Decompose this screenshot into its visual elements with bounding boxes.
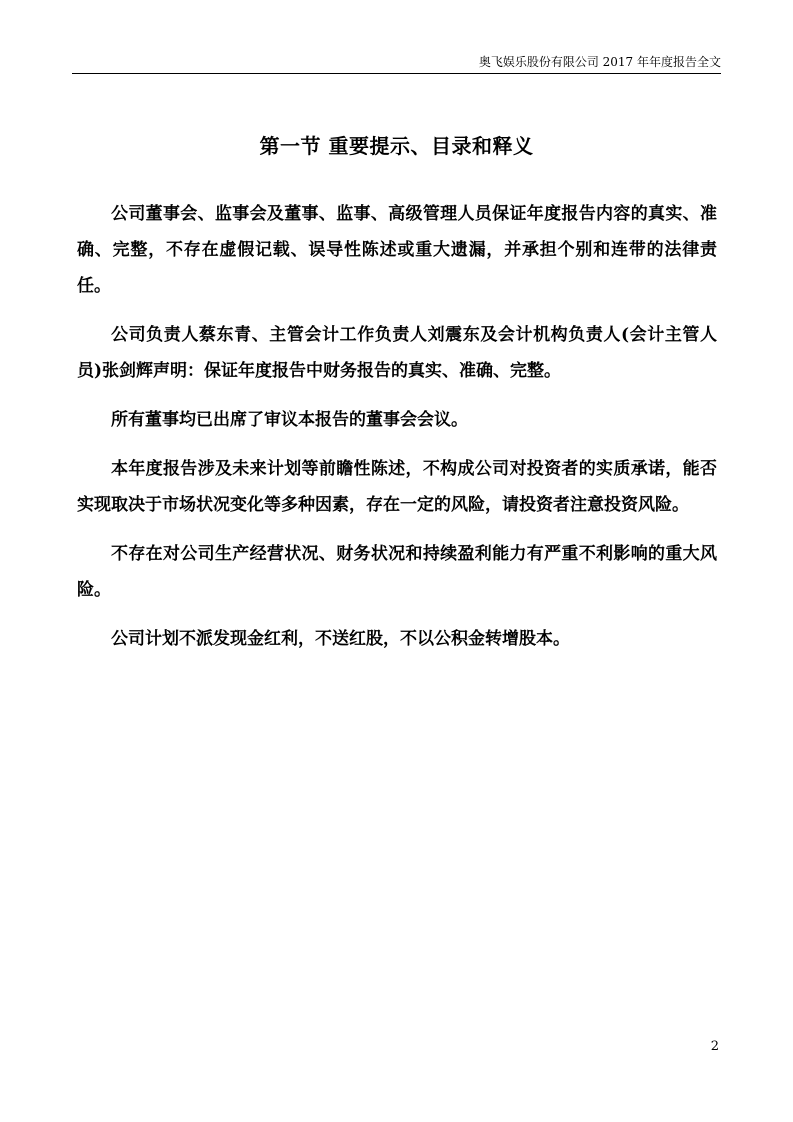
document-body: [77, 196, 717, 670]
running-header: 奥飞娱乐股份有限公司 2017 年年度报告全文: [478, 55, 721, 69]
paragraph-dividend-plan: 公司计划不派发现金红利，不送红股，不以公积金转增股本。: [111, 629, 570, 649]
paragraph-board-guarantee: 公司董事会、监事会及董事、监事、高级管理人员保证年度报告内容的真实、准确、完整，不存在虚假记载、误导性陈述或重大遗漏，并承担个别和连带的法律责任。: [77, 204, 717, 296]
paragraph-directors-attendance: 所有董事均已出席了审议本报告的董事会会议。: [111, 410, 468, 430]
paragraph-responsible-persons: 公司负责人蔡东青、主管会计工作负责人刘震东及会计机构负责人(会计主管人员)张剑辉声明：保证年度报告中财务报告的真实、准确、完整。: [77, 325, 717, 381]
paragraph-major-risk: 不存在对公司生产经营状况、财务状况和持续盈利能力有严重不利影响的重大风险。: [77, 544, 717, 600]
section-title: 第一节 重要提示、目录和释义: [259, 134, 534, 158]
paragraph-forward-looking: 本年度报告涉及未来计划等前瞻性陈述，不构成公司对投资者的实质承诺，能否实现取决于市场状况变化等多种因素，存在一定的风险，请投资者注意投资风险。: [77, 459, 717, 515]
page-number: 2: [710, 1039, 719, 1054]
header-divider: [72, 73, 721, 74]
